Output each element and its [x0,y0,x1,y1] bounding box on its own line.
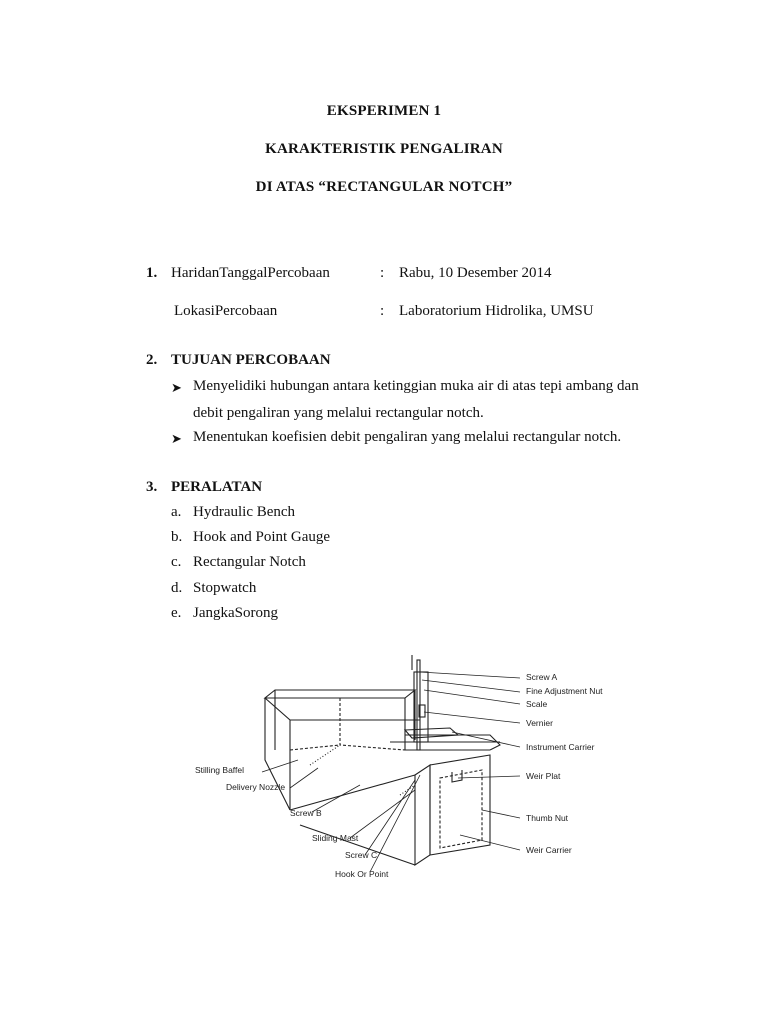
location-value: Laboratorium Hidrolika, UMSU [399,303,594,319]
location-separator: : [380,303,385,319]
label-hook-or-point: Hook Or Point [335,869,389,879]
label-scale: Scale [526,699,548,709]
label-sliding-mast: Sliding Mast [312,833,359,843]
date-value: Rabu, 10 Desember 2014 [399,265,552,281]
label-weir-plat: Weir Plat [526,771,561,781]
section-2-number: 2. [146,352,158,368]
label-weir-carrier: Weir Carrier [526,845,572,855]
label-delivery-nozzle: Delivery Nozzle [226,782,286,792]
equipment-letter: c. [171,554,182,570]
equipment-letter: b. [171,529,183,545]
equipment-letter: e. [171,605,182,621]
objective-item-1-line-1: Menyelidiki hubungan antara ketinggian muka air di atas tepi ambang dan [193,378,639,394]
section-1-number: 1. [146,265,158,281]
equipment-letter: a. [171,504,182,520]
label-screw-b: Screw B [290,808,322,818]
equipment-item: JangkaSorong [193,605,278,621]
label-thumb-nut: Thumb Nut [526,813,569,823]
equipment-item: Hydraulic Bench [193,504,296,520]
location-label: LokasiPercobaan [174,303,278,319]
label-vernier: Vernier [526,718,553,728]
arrow-bullet-icon: ➤ [171,380,182,395]
equipment-item: Hook and Point Gauge [193,529,331,545]
equipment-letter: d. [171,580,183,596]
document-title: EKSPERIMEN 1 [326,103,442,119]
section-3-heading: PERALATAN [171,479,263,495]
arrow-bullet-icon: ➤ [171,431,182,446]
label-stilling-baffel: Stilling Baffel [195,765,244,775]
objective-item-2: Menentukan koefisien debit pengaliran yang melalui rectangular notch. [193,429,622,445]
label-fine-adjustment-nut: Fine Adjustment Nut [526,686,603,696]
equipment-item: Rectangular Notch [193,554,306,570]
date-separator: : [380,265,385,281]
label-screw-a: Screw A [526,672,558,682]
document-subtitle-2: DI ATAS “RECTANGULAR NOTCH” [255,179,513,195]
section-3-number: 3. [146,479,158,495]
document-subtitle: KARAKTERISTIK PENGALIRAN [265,141,503,157]
label-instrument-carrier: Instrument Carrier [526,742,595,752]
label-screw-c: Screw C [345,850,378,860]
hook-point-gauge-diagram [190,650,630,890]
objective-item-1-line-2: debit pengaliran yang melalui rectangular notch. [193,405,484,421]
equipment-item: Stopwatch [193,580,257,596]
section-2-heading: TUJUAN PERCOBAAN [171,352,331,368]
date-label: HaridanTanggalPercobaan [171,265,330,281]
